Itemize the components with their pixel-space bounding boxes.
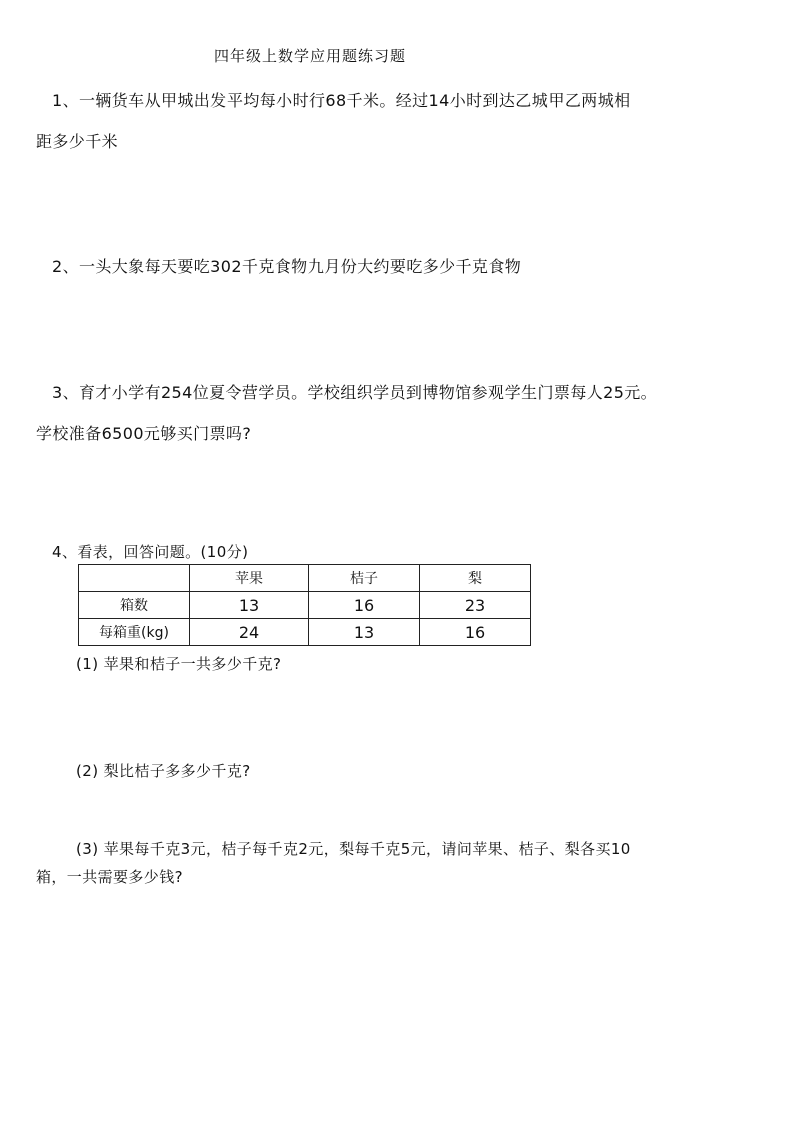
table-cell: 13 — [190, 592, 309, 619]
table-cell: 23 — [420, 592, 531, 619]
subquestion-2: (2) 梨比桔子多多少千克? — [76, 762, 251, 780]
question-4: 4、看表，回答问题。(10分) — [52, 543, 249, 561]
page-title: 四年级上数学应用题练习题 — [214, 47, 407, 65]
question-2: 2、一头大象每天要吃302千克食物九月份大约要吃多少千克食物 — [52, 257, 522, 276]
table-row-label: 箱数 — [79, 592, 190, 619]
table-header-cell: 梨 — [420, 565, 531, 592]
subquestion-3-line-1: (3) 苹果每千克3元，桔子每千克2元，梨每千克5元，请问苹果、桔子、梨各买10 — [76, 840, 631, 858]
question-1-line-2: 距多少千米 — [36, 132, 119, 151]
table-cell: 13 — [309, 619, 420, 646]
table-row — [79, 619, 531, 646]
fruit-table — [78, 564, 531, 646]
table-header-row — [79, 565, 531, 592]
subquestion-3-line-2: 箱，一共需要多少钱? — [36, 868, 183, 886]
subquestion-1: (1) 苹果和桔子一共多少千克? — [76, 655, 282, 673]
question-1-line-1: 1、一辆货车从甲城出发平均每小时行68千米。经过14小时到达乙城甲乙两城相 — [52, 91, 631, 110]
table-row — [79, 592, 531, 619]
table-header-cell: 桔子 — [309, 565, 420, 592]
table-cell: 16 — [309, 592, 420, 619]
table-header-cell: 苹果 — [190, 565, 309, 592]
table-cell: 16 — [420, 619, 531, 646]
question-3-line-2: 学校准备6500元够买门票吗? — [36, 424, 252, 443]
question-3-line-1: 3、育才小学有254位夏令营学员。学校组织学员到博物馆参观学生门票每人25元。 — [52, 383, 658, 402]
table-header-cell — [79, 565, 190, 592]
table-row-label: 每箱重(kg) — [79, 619, 190, 646]
table-cell: 24 — [190, 619, 309, 646]
